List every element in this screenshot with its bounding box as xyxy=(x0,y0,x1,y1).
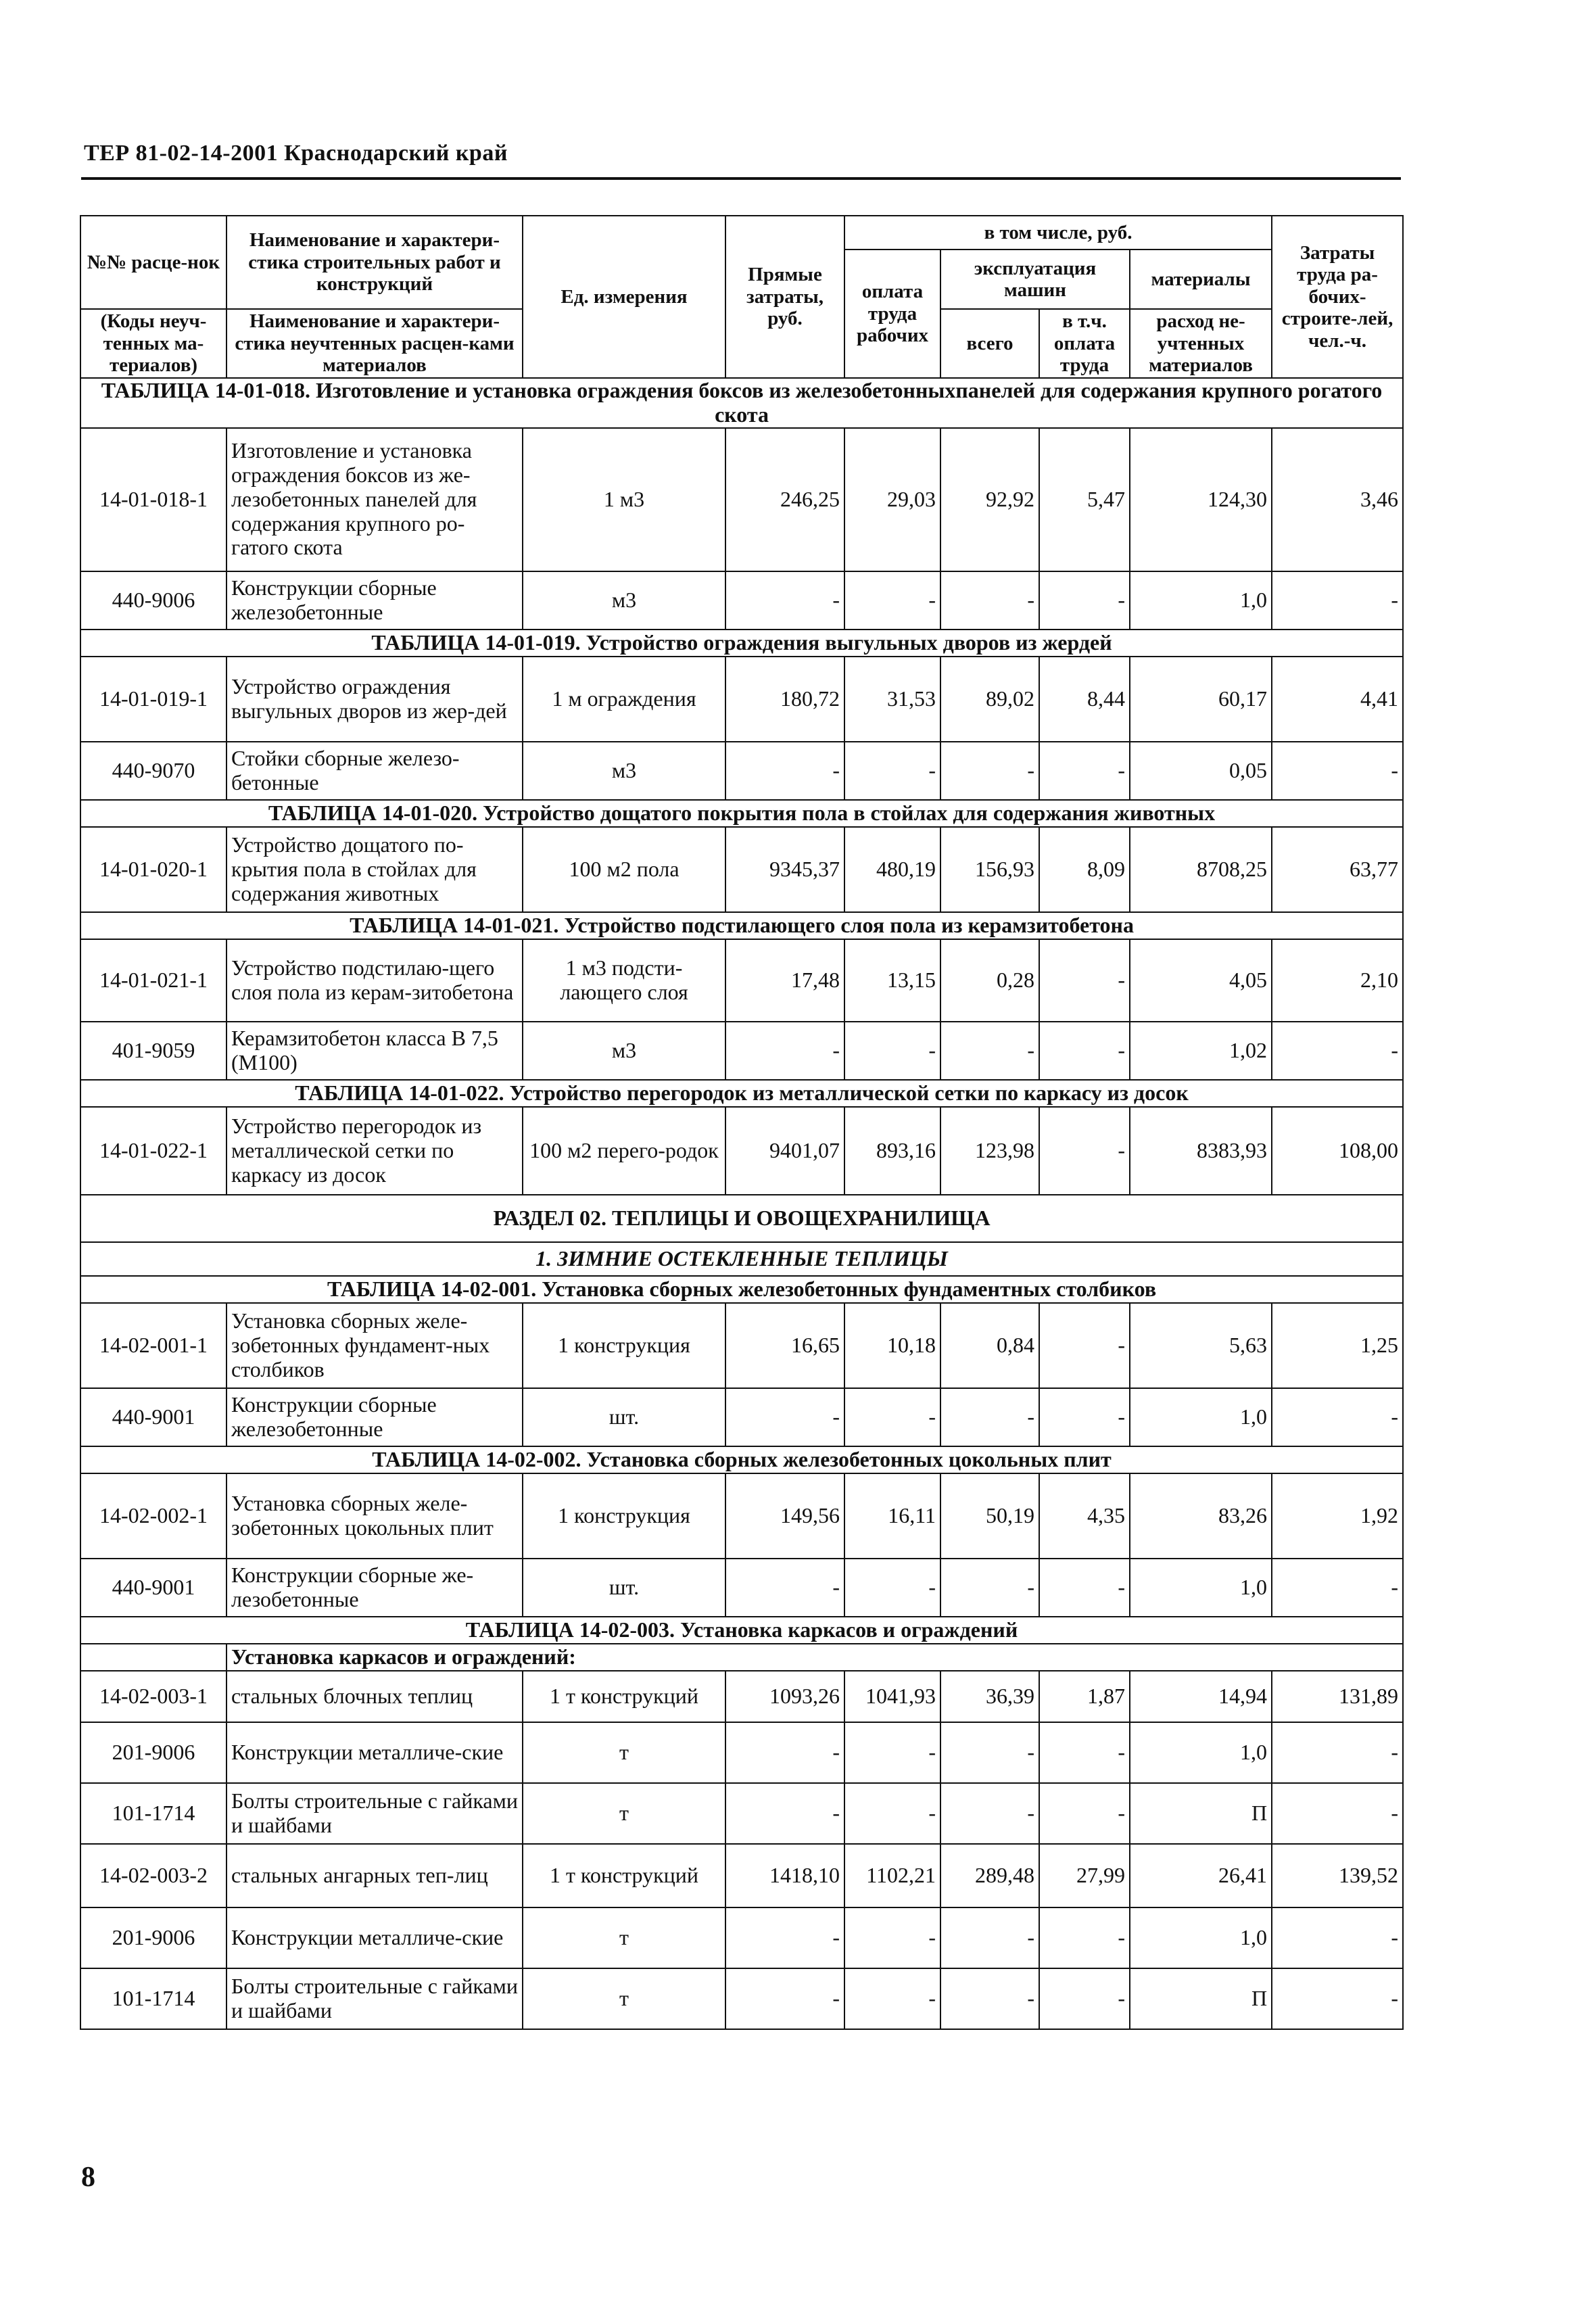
work-name: Установка сборных желе-зобетонных цокольных плит xyxy=(226,1473,523,1559)
rate-code: 14-02-002-1 xyxy=(80,1473,226,1559)
unit-of-measure: 1 м3 подсти-лающего слоя xyxy=(523,939,725,1022)
direct-cost: - xyxy=(725,1907,844,1968)
work-name: Конструкции металличе-ские xyxy=(226,1722,523,1783)
table-caption-row xyxy=(80,630,1403,657)
machine-wages: 8,44 xyxy=(1039,657,1130,742)
labor-cost: 108,00 xyxy=(1272,1107,1403,1195)
empty-cell xyxy=(80,1644,226,1671)
work-name: стальных ангарных теп-лиц xyxy=(226,1844,523,1907)
machine-wages: 4,35 xyxy=(1039,1473,1130,1559)
machine-wages: - xyxy=(1039,1388,1130,1446)
unit-of-measure: 100 м2 перего-родок xyxy=(523,1107,725,1195)
worker-wages: - xyxy=(844,1022,940,1080)
rate-code: 14-01-022-1 xyxy=(80,1107,226,1195)
table-caption: ТАБЛИЦА 14-01-021. Устройство подстилающего слоя пола из керамзитобетона xyxy=(80,912,1403,939)
unit-of-measure: 1 конструкция xyxy=(523,1473,725,1559)
machine-cost: - xyxy=(940,1907,1039,1968)
table-row xyxy=(80,1844,1403,1907)
machine-cost: - xyxy=(940,1783,1039,1844)
table-caption-row xyxy=(80,1080,1403,1107)
materials-cost: 83,26 xyxy=(1130,1473,1272,1559)
materials-cost: 8708,25 xyxy=(1130,827,1272,912)
machine-wages: - xyxy=(1039,1559,1130,1617)
work-name: Изготовление и установка ограждения боксов из же-лезобетонных панелей для содержания крупного ро-гатого скота xyxy=(226,428,523,571)
unit-of-measure: м3 xyxy=(523,571,725,630)
materials-cost: П xyxy=(1130,1968,1272,2029)
unit-of-measure: шт. xyxy=(523,1388,725,1446)
table-row xyxy=(80,428,1403,571)
direct-cost: 246,25 xyxy=(725,428,844,571)
direct-cost: 1093,26 xyxy=(725,1671,844,1722)
machine-cost: - xyxy=(940,742,1039,800)
col-machines-wage: в т.ч. оплата труда xyxy=(1039,309,1130,378)
header-rule xyxy=(81,177,1401,180)
machine-wages: - xyxy=(1039,742,1130,800)
table-caption: ТАБЛИЦА 14-02-001. Установка сборных железобетонных фундаментных столбиков xyxy=(80,1276,1403,1303)
worker-wages: - xyxy=(844,1722,940,1783)
worker-wages: - xyxy=(844,571,940,630)
machine-wages: - xyxy=(1039,1968,1130,2029)
labor-cost: - xyxy=(1272,1968,1403,2029)
table-body xyxy=(80,378,1403,2029)
worker-wages: - xyxy=(844,1559,940,1617)
work-name: Установка сборных желе-зобетонных фундамент-ных столбиков xyxy=(226,1303,523,1388)
work-name: Керамзитобетон класса В 7,5 (М100) xyxy=(226,1022,523,1080)
worker-wages: 1102,21 xyxy=(844,1844,940,1907)
group-name: Установка каркасов и ограждений: xyxy=(226,1644,1403,1671)
unit-of-measure: 1 конструкция xyxy=(523,1303,725,1388)
work-name: Конструкции сборные железобетонные xyxy=(226,571,523,630)
col-labor: Затраты труда ра-бочих-строите-лей, чел.-ч. xyxy=(1272,216,1403,378)
table-row xyxy=(80,1473,1403,1559)
rate-code: 440-9001 xyxy=(80,1559,226,1617)
machine-wages: - xyxy=(1039,1722,1130,1783)
labor-cost: 3,46 xyxy=(1272,428,1403,571)
machine-cost: 92,92 xyxy=(940,428,1039,571)
labor-cost: - xyxy=(1272,1559,1403,1617)
labor-cost: - xyxy=(1272,742,1403,800)
machine-wages: 5,47 xyxy=(1039,428,1130,571)
table-caption: ТАБЛИЦА 14-01-019. Устройство ограждения выгульных дворов из жердей xyxy=(80,630,1403,657)
table-row xyxy=(80,1968,1403,2029)
work-name: Устройство ограждения выгульных дворов из жер-дей xyxy=(226,657,523,742)
work-name: Конструкции сборные железобетонные xyxy=(226,1388,523,1446)
table-row xyxy=(80,1907,1403,1968)
machine-cost: - xyxy=(940,1968,1039,2029)
machine-cost: 89,02 xyxy=(940,657,1039,742)
table-row xyxy=(80,1783,1403,1844)
col-name-top: Наименование и характери-стика строительных работ и конструкций xyxy=(226,216,523,309)
table-row xyxy=(80,1022,1403,1080)
table-row xyxy=(80,1722,1403,1783)
table-row xyxy=(80,657,1403,742)
worker-wages: 480,19 xyxy=(844,827,940,912)
work-name: Устройство дощатого по-крытия пола в стойлах для содержания животных xyxy=(226,827,523,912)
table-caption: ТАБЛИЦА 14-01-020. Устройство дощатого покрытия пола в стойлах для содержания животных xyxy=(80,800,1403,827)
rate-code: 401-9059 xyxy=(80,1022,226,1080)
direct-cost: - xyxy=(725,1783,844,1844)
materials-cost: 4,05 xyxy=(1130,939,1272,1022)
table-row xyxy=(80,1559,1403,1617)
materials-cost: 124,30 xyxy=(1130,428,1272,571)
machine-wages: - xyxy=(1039,939,1130,1022)
table-caption: ТАБЛИЦА 14-01-018. Изготовление и установка ограждения боксов из железобетонныхпанелей для содержания крупного рогатого скота xyxy=(80,378,1403,428)
materials-cost: 8383,93 xyxy=(1130,1107,1272,1195)
direct-cost: 149,56 xyxy=(725,1473,844,1559)
labor-cost: 1,25 xyxy=(1272,1303,1403,1388)
table-row xyxy=(80,1388,1403,1446)
labor-cost: - xyxy=(1272,1783,1403,1844)
direct-cost: - xyxy=(725,742,844,800)
unit-of-measure: т xyxy=(523,1968,725,2029)
labor-cost: - xyxy=(1272,571,1403,630)
machine-cost: - xyxy=(940,1559,1039,1617)
work-name: Конструкции сборные же-лезобетонные xyxy=(226,1559,523,1617)
unit-of-measure: 1 м3 xyxy=(523,428,725,571)
unit-of-measure: т xyxy=(523,1783,725,1844)
table-caption-row xyxy=(80,1276,1403,1303)
table-caption: ТАБЛИЦА 14-02-002. Установка сборных железобетонных цокольных плит xyxy=(80,1446,1403,1473)
machine-wages: 8,09 xyxy=(1039,827,1130,912)
direct-cost: - xyxy=(725,1022,844,1080)
direct-cost: 1418,10 xyxy=(725,1844,844,1907)
materials-cost: 1,0 xyxy=(1130,571,1272,630)
unit-of-measure: м3 xyxy=(523,1022,725,1080)
direct-cost: 9345,37 xyxy=(725,827,844,912)
work-name: Конструкции металличе-ские xyxy=(226,1907,523,1968)
direct-cost: - xyxy=(725,1968,844,2029)
direct-cost: - xyxy=(725,1722,844,1783)
col-materials: материалы xyxy=(1130,250,1272,309)
direct-cost: - xyxy=(725,1388,844,1446)
rate-code: 201-9006 xyxy=(80,1722,226,1783)
rate-code: 14-02-003-2 xyxy=(80,1844,226,1907)
work-name: Устройство перегородок из металлической сетки по каркасу из досок xyxy=(226,1107,523,1195)
direct-cost: 17,48 xyxy=(725,939,844,1022)
direct-cost: - xyxy=(725,571,844,630)
unit-of-measure: т xyxy=(523,1722,725,1783)
section-heading-row xyxy=(80,1195,1403,1242)
table-caption-row xyxy=(80,1446,1403,1473)
machine-wages: 1,87 xyxy=(1039,1671,1130,1722)
worker-wages: - xyxy=(844,1388,940,1446)
rate-code: 14-01-021-1 xyxy=(80,939,226,1022)
machine-cost: 36,39 xyxy=(940,1671,1039,1722)
col-code-bottom: (Коды неуч-тенных ма-териалов) xyxy=(80,309,226,378)
worker-wages: 16,11 xyxy=(844,1473,940,1559)
unit-of-measure: 1 т конструкций xyxy=(523,1844,725,1907)
worker-wages: 31,53 xyxy=(844,657,940,742)
running-header: ТЕР 81-02-14-2001 Краснодарский край xyxy=(84,141,508,166)
col-machines: эксплуатация машин xyxy=(940,250,1130,309)
rate-code: 101-1714 xyxy=(80,1783,226,1844)
direct-cost: 9401,07 xyxy=(725,1107,844,1195)
machine-wages: - xyxy=(1039,1907,1130,1968)
work-name: Устройство подстилаю-щего слоя пола из керам-зитобетона xyxy=(226,939,523,1022)
machine-cost: - xyxy=(940,1022,1039,1080)
subsection-heading-row xyxy=(80,1242,1403,1276)
rate-code: 14-02-003-1 xyxy=(80,1671,226,1722)
machine-cost: - xyxy=(940,571,1039,630)
page-number: 8 xyxy=(81,2162,95,2193)
machine-cost: 289,48 xyxy=(940,1844,1039,1907)
materials-cost: 1,0 xyxy=(1130,1559,1272,1617)
machine-wages: - xyxy=(1039,1022,1130,1080)
rate-code: 201-9006 xyxy=(80,1907,226,1968)
table-row xyxy=(80,742,1403,800)
price-table xyxy=(80,215,1404,2030)
table-row xyxy=(80,827,1403,912)
col-direct: Прямые затраты, руб. xyxy=(725,216,844,378)
work-name: Стойки сборные железо-бетонные xyxy=(226,742,523,800)
labor-cost: - xyxy=(1272,1722,1403,1783)
labor-cost: - xyxy=(1272,1022,1403,1080)
labor-cost: 63,77 xyxy=(1272,827,1403,912)
rate-code: 14-01-018-1 xyxy=(80,428,226,571)
worker-wages: - xyxy=(844,742,940,800)
table-row xyxy=(80,1671,1403,1722)
machine-cost: 0,84 xyxy=(940,1303,1039,1388)
worker-wages: - xyxy=(844,1783,940,1844)
materials-cost: П xyxy=(1130,1783,1272,1844)
machine-wages: - xyxy=(1039,1783,1130,1844)
col-machines-total: всего xyxy=(940,309,1039,378)
col-unit: Ед. измерения xyxy=(523,216,725,378)
table-caption-row xyxy=(80,800,1403,827)
table-caption: ТАБЛИЦА 14-01-022. Устройство перегородок из металлической сетки по каркасу из досок xyxy=(80,1080,1403,1107)
unit-of-measure: 1 м ограждения xyxy=(523,657,725,742)
unit-of-measure: 1 т конструкций xyxy=(523,1671,725,1722)
rate-code: 440-9070 xyxy=(80,742,226,800)
labor-cost: - xyxy=(1272,1388,1403,1446)
table-caption: ТАБЛИЦА 14-02-003. Установка каркасов и ограждений xyxy=(80,1617,1403,1644)
table-header xyxy=(80,216,1403,378)
materials-cost: 14,94 xyxy=(1130,1671,1272,1722)
machine-cost: 156,93 xyxy=(940,827,1039,912)
unit-of-measure: шт. xyxy=(523,1559,725,1617)
subsection-heading: 1. ЗИМНИЕ ОСТЕКЛЕННЫЕ ТЕПЛИЦЫ xyxy=(80,1242,1403,1276)
worker-wages: 893,16 xyxy=(844,1107,940,1195)
work-name: Болты строительные с гайками и шайбами xyxy=(226,1968,523,2029)
materials-cost: 1,02 xyxy=(1130,1022,1272,1080)
materials-cost: 60,17 xyxy=(1130,657,1272,742)
worker-wages: - xyxy=(844,1968,940,2029)
col-incl: в том числе, руб. xyxy=(844,216,1272,250)
direct-cost: 180,72 xyxy=(725,657,844,742)
materials-cost: 1,0 xyxy=(1130,1388,1272,1446)
worker-wages: - xyxy=(844,1907,940,1968)
col-name-bottom: Наименование и характери-стика неучтенных расцен-ками материалов xyxy=(226,309,523,378)
work-name: стальных блочных теплиц xyxy=(226,1671,523,1722)
materials-cost: 1,0 xyxy=(1130,1722,1272,1783)
machine-cost: - xyxy=(940,1388,1039,1446)
col-materials-unacc: расход не-учтенных материалов xyxy=(1130,309,1272,378)
machine-wages: - xyxy=(1039,571,1130,630)
table-row xyxy=(80,571,1403,630)
col-wages: оплата труда рабочих xyxy=(844,250,940,378)
rate-code: 14-02-001-1 xyxy=(80,1303,226,1388)
table-caption-row xyxy=(80,1617,1403,1644)
work-name: Болты строительные с гайками и шайбами xyxy=(226,1783,523,1844)
unit-of-measure: т xyxy=(523,1907,725,1968)
materials-cost: 0,05 xyxy=(1130,742,1272,800)
rate-code: 440-9001 xyxy=(80,1388,226,1446)
section-heading: РАЗДЕЛ 02. ТЕПЛИЦЫ И ОВОЩЕХРАНИЛИЩА xyxy=(80,1195,1403,1242)
rate-code: 14-01-020-1 xyxy=(80,827,226,912)
materials-cost: 1,0 xyxy=(1130,1907,1272,1968)
unit-of-measure: м3 xyxy=(523,742,725,800)
labor-cost: 4,41 xyxy=(1272,657,1403,742)
machine-cost: - xyxy=(940,1722,1039,1783)
table-caption-row xyxy=(80,378,1403,428)
unit-of-measure: 100 м2 пола xyxy=(523,827,725,912)
labor-cost: - xyxy=(1272,1907,1403,1968)
table-row xyxy=(80,939,1403,1022)
labor-cost: 1,92 xyxy=(1272,1473,1403,1559)
direct-cost: 16,65 xyxy=(725,1303,844,1388)
worker-wages: 13,15 xyxy=(844,939,940,1022)
col-code-top: №№ расце-нок xyxy=(80,216,226,309)
materials-cost: 26,41 xyxy=(1130,1844,1272,1907)
rate-code: 101-1714 xyxy=(80,1968,226,2029)
labor-cost: 2,10 xyxy=(1272,939,1403,1022)
rate-code: 14-01-019-1 xyxy=(80,657,226,742)
labor-cost: 139,52 xyxy=(1272,1844,1403,1907)
table-row xyxy=(80,1303,1403,1388)
worker-wages: 10,18 xyxy=(844,1303,940,1388)
machine-cost: 0,28 xyxy=(940,939,1039,1022)
machine-cost: 50,19 xyxy=(940,1473,1039,1559)
table-caption-row xyxy=(80,912,1403,939)
machine-wages: - xyxy=(1039,1107,1130,1195)
rate-code: 440-9006 xyxy=(80,571,226,630)
direct-cost: - xyxy=(725,1559,844,1617)
machine-cost: 123,98 xyxy=(940,1107,1039,1195)
labor-cost: 131,89 xyxy=(1272,1671,1403,1722)
table-row xyxy=(80,1107,1403,1195)
worker-wages: 29,03 xyxy=(844,428,940,571)
group-name-row xyxy=(80,1644,1403,1671)
machine-wages: 27,99 xyxy=(1039,1844,1130,1907)
worker-wages: 1041,93 xyxy=(844,1671,940,1722)
machine-wages: - xyxy=(1039,1303,1130,1388)
materials-cost: 5,63 xyxy=(1130,1303,1272,1388)
